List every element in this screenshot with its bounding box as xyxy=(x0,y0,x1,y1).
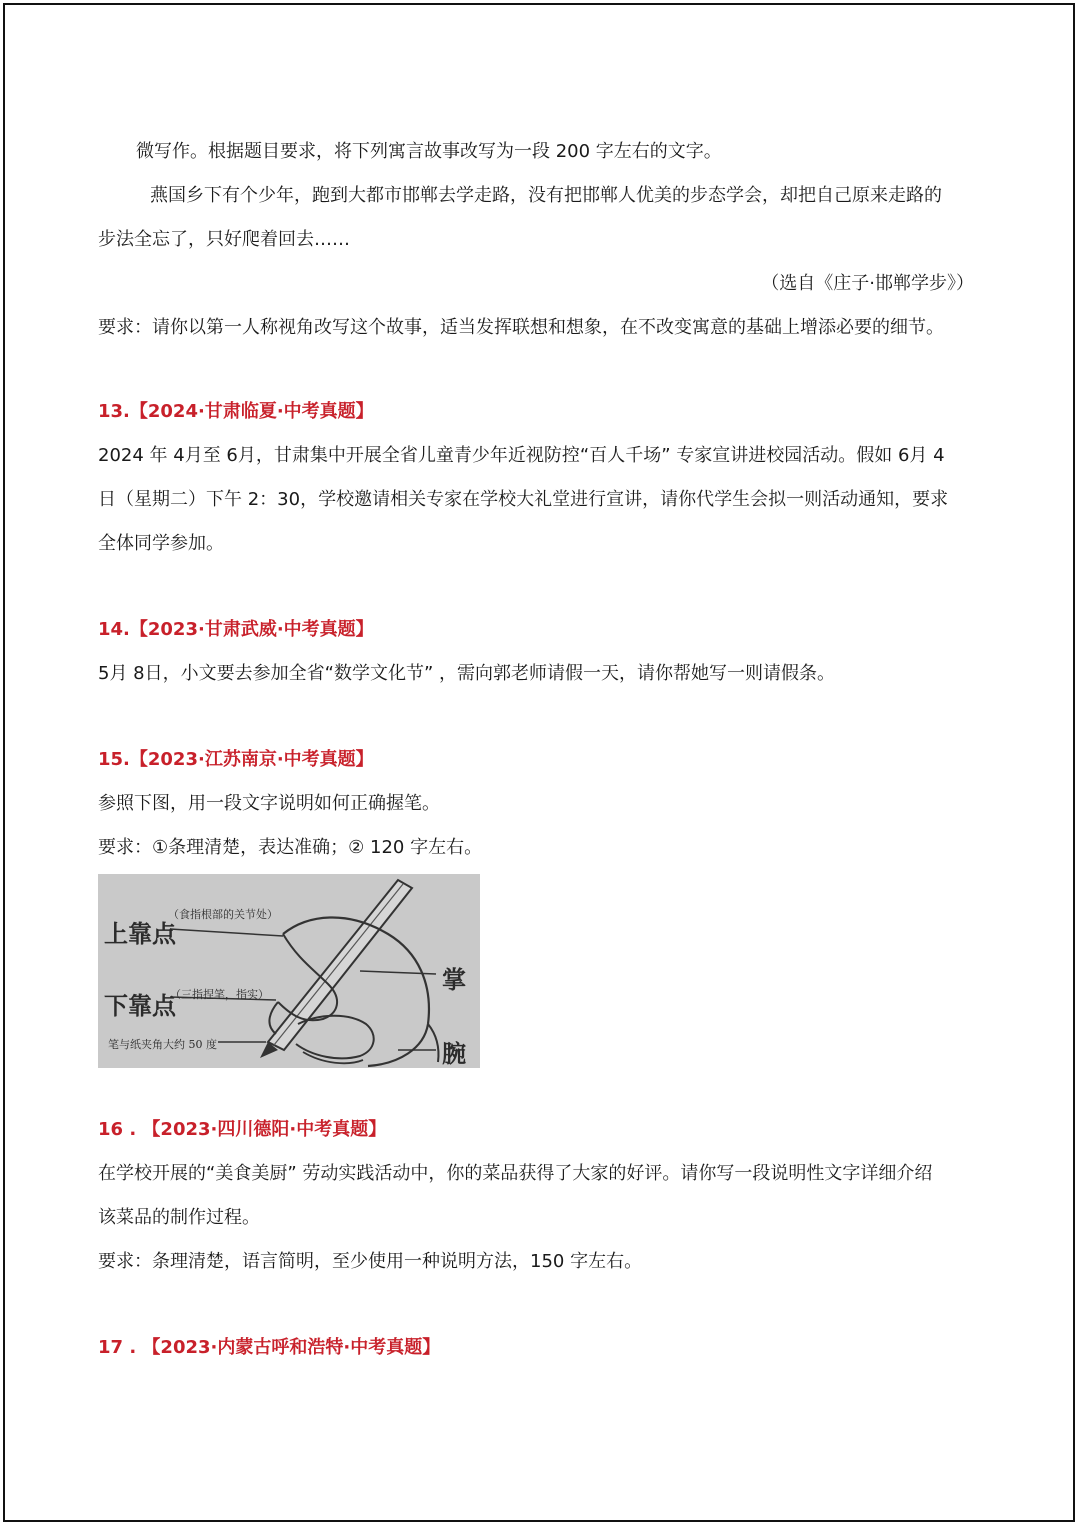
figure-label-lower-note: （三指捏笔，指实） xyxy=(170,988,269,1001)
document-body xyxy=(98,130,988,1370)
question-14-line-1: 5月 8日，小文要去参加全省“数学文化节” ，需向郭老师请假一天，请你帮她写一则请假条。 xyxy=(98,663,835,684)
figure-label-upper-note: （食指根部的关节处） xyxy=(168,908,278,921)
intro-source: （选自《庄子·邯郸学步》） xyxy=(761,273,974,294)
question-13-line-1: 2024 年 4月至 6月，甘肃集中开展全省儿童青少年近视防控“百人千场” 专家宣讲进校园活动。假如 6月 4 xyxy=(98,445,945,466)
intro-story-line-2: 步法全忘了，只好爬着回去…… xyxy=(98,229,350,250)
intro-task: 微写作。根据题目要求，将下列寓言故事改写为一段 200 字左右的文字。 xyxy=(136,141,722,162)
question-13-heading: 13.【2024·甘肃临夏·中考真题】 xyxy=(98,401,374,422)
pen-grip-figure xyxy=(98,874,480,1068)
figure-label-angle-note: 笔与纸夹角大约 50 度 xyxy=(108,1038,217,1051)
figure-label-upper-point: 上靠点 xyxy=(104,919,176,948)
question-16-heading: 16 . 【2023·四川德阳·中考真题】 xyxy=(98,1119,387,1140)
question-13-line-2: 日（星期二）下午 2：30，学校邀请相关专家在学校大礼堂进行宣讲，请你代学生会拟一则活动通知，要求 xyxy=(98,489,949,510)
question-15-heading: 15.【2023·江苏南京·中考真题】 xyxy=(98,749,374,770)
question-17-heading: 17 . 【2023·内蒙古呼和浩特·中考真题】 xyxy=(98,1337,441,1358)
figure-label-wrist: 腕 xyxy=(442,1039,466,1068)
question-16-line-1: 在学校开展的“美食美厨” 劳动实践活动中，你的菜品获得了大家的好评。请你写一段说明性文字详细介绍 xyxy=(98,1163,933,1184)
figure-label-palm: 掌 xyxy=(442,965,466,994)
intro-requirement: 要求：请你以第一人称视角改写这个故事，适当发挥联想和想象，在不改变寓意的基础上增添必要的细节。 xyxy=(98,317,944,338)
question-16-line-3: 要求：条理清楚，语言简明，至少使用一种说明方法，150 字左右。 xyxy=(98,1251,643,1272)
intro-story-line-1: 燕国乡下有个少年，跑到大都市邯郸去学走路，没有把邯郸人优美的步态学会，却把自己原来走路的 xyxy=(150,185,942,206)
question-14-heading: 14.【2023·甘肃武威·中考真题】 xyxy=(98,619,374,640)
question-15-line-2: 要求：①条理清楚，表达准确；② 120 字左右。 xyxy=(98,837,483,858)
question-13-line-3: 全体同学参加。 xyxy=(98,533,224,554)
question-16-line-2: 该菜品的制作过程。 xyxy=(98,1207,260,1228)
question-15-line-1: 参照下图，用一段文字说明如何正确握笔。 xyxy=(98,793,440,814)
figure-label-lower-point: 下靠点 xyxy=(104,991,176,1020)
